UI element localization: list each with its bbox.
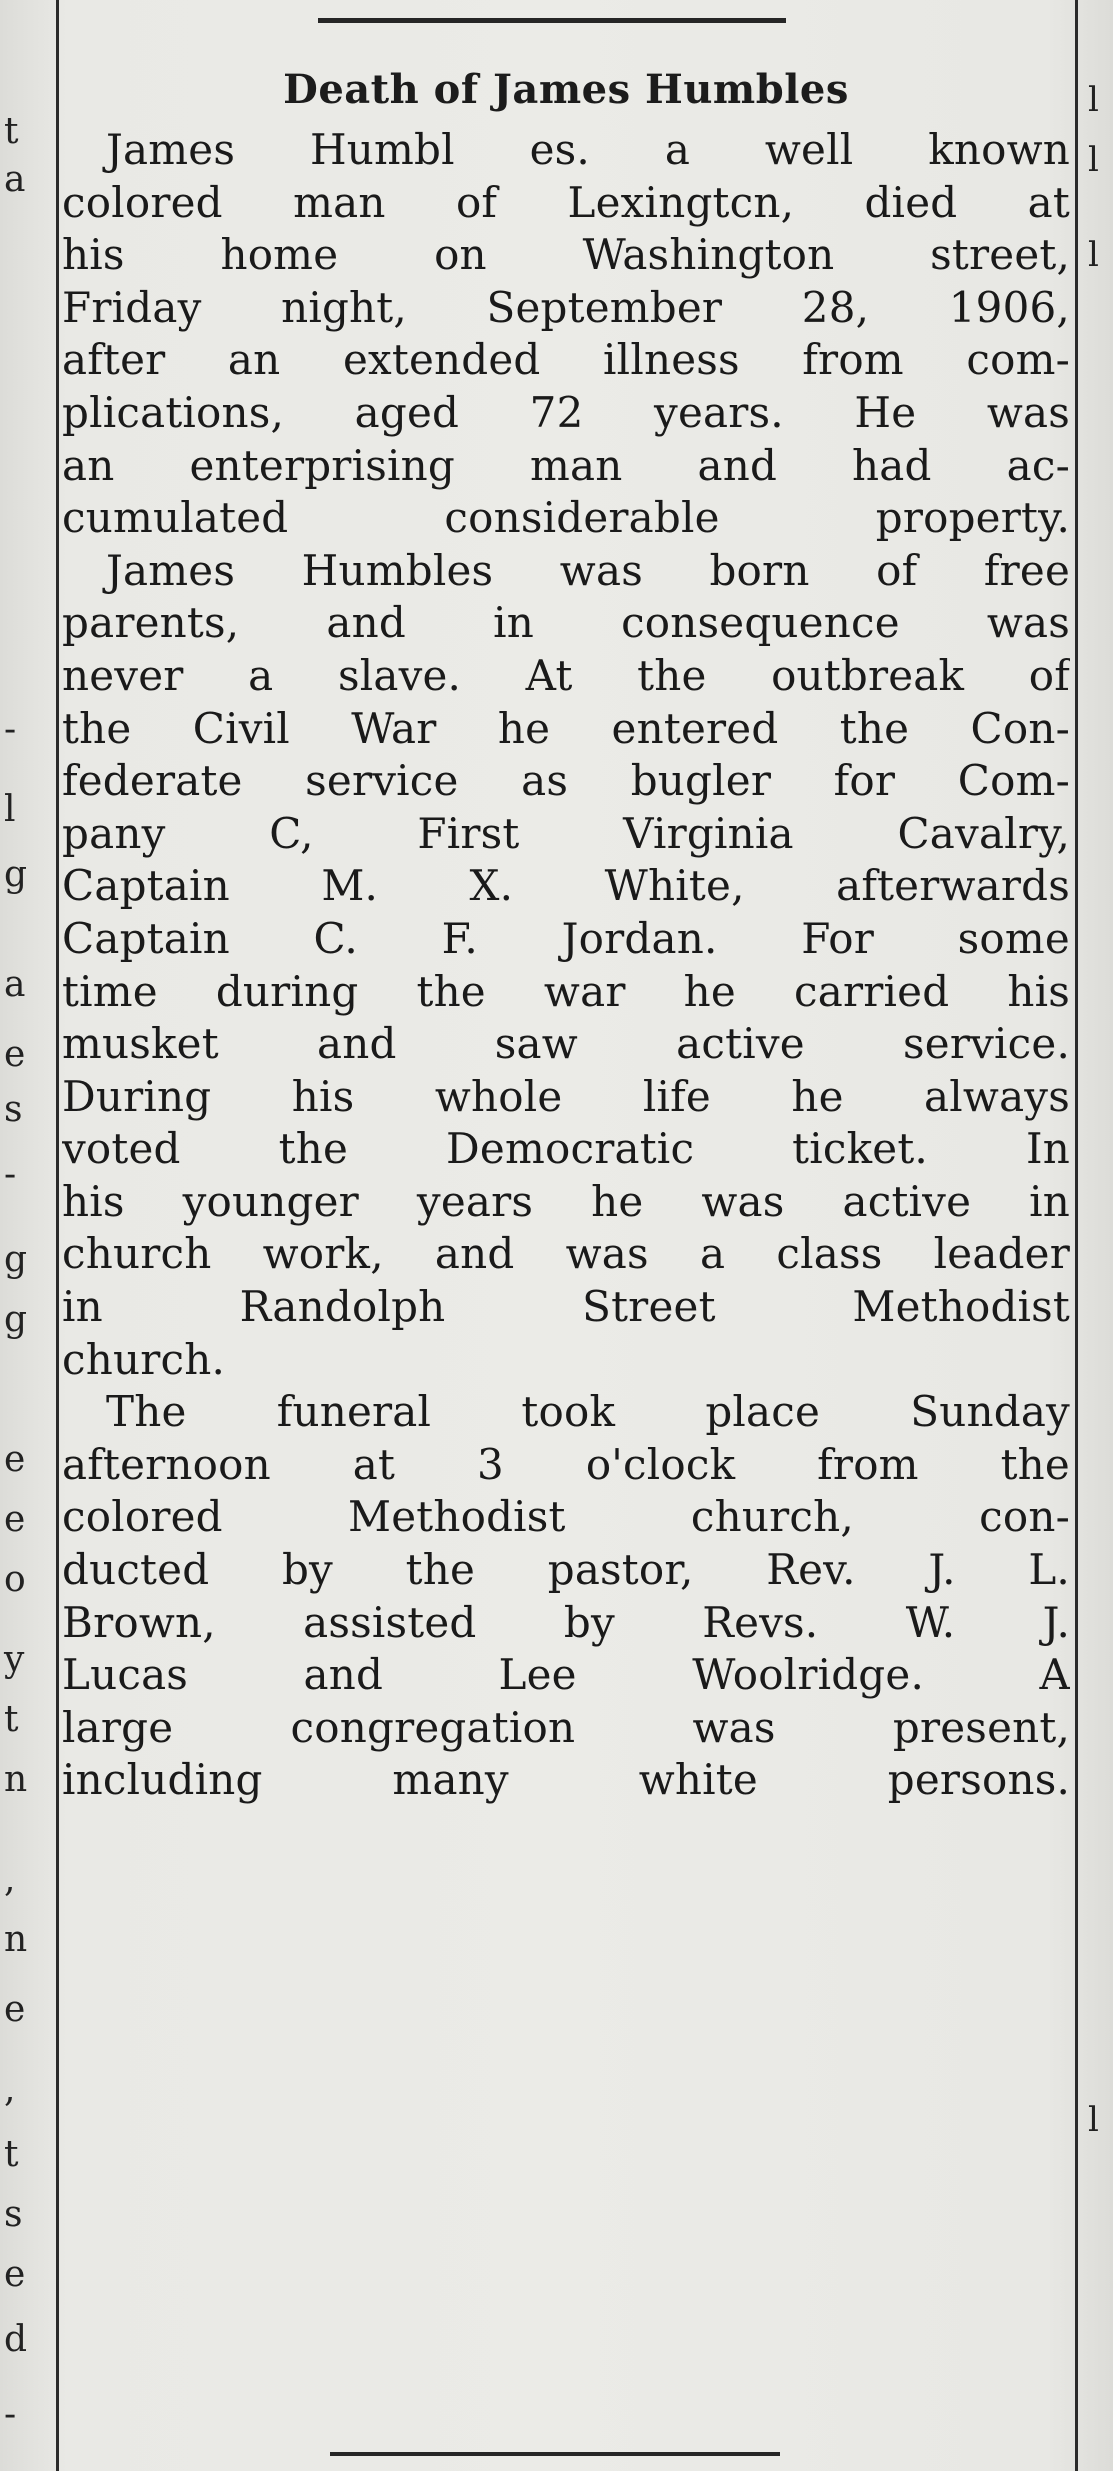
left-fragment: t [4, 2134, 19, 2175]
left-fragment: e [4, 2254, 26, 2295]
column-rule-left [56, 0, 59, 2471]
left-fragment: - [4, 2394, 17, 2435]
article-headline: Death of James Humbles [283, 66, 849, 113]
text-line: plications, aged 72 years. He was [62, 387, 1070, 437]
paragraph-2 [62, 545, 1070, 1387]
paragraph-3 [62, 1386, 1070, 1807]
adjacent-column-right [1086, 0, 1113, 2471]
text-line: The funeral took place Sunday [106, 1387, 1070, 1437]
left-fragment: , [4, 1859, 16, 1900]
text-line: after an extended illness from com- [62, 335, 1070, 385]
left-fragment: d [4, 2319, 28, 2360]
right-fragment: l [1088, 2100, 1099, 2140]
text-line: pany C, First Virginia Cavalry, [62, 808, 1070, 858]
article-bottom-rule [330, 2452, 780, 2456]
left-fragment: o [4, 1559, 26, 1600]
left-fragment: g [4, 1299, 28, 1340]
text-line: his home on Washington street, [62, 230, 1070, 280]
left-fragment: - [4, 1154, 17, 1195]
left-fragment: n [4, 1759, 28, 1800]
left-fragment: , [4, 2069, 16, 2110]
left-fragment: l [4, 789, 16, 830]
right-fragment: l [1088, 80, 1099, 120]
text-line: Lucas and Lee Woolridge. A [62, 1650, 1070, 1700]
article-top-rule [318, 18, 786, 23]
text-line: the Civil War he entered the Con- [62, 703, 1070, 753]
left-fragment: s [4, 1089, 23, 1130]
left-fragment: t [4, 1699, 19, 1740]
text-line: Captain C. F. Jordan. For some [62, 913, 1070, 963]
text-line: never a slave. At the outbreak of [62, 650, 1070, 700]
text-line: afternoon at 3 o'clock from the [62, 1439, 1070, 1489]
text-line: church. [62, 1334, 226, 1384]
text-line: musket and saw active service. [62, 1019, 1070, 1069]
text-line: voted the Democratic ticket. In [62, 1124, 1070, 1174]
text-line: his younger years he was active in [62, 1176, 1070, 1226]
text-line: parents, and in consequence was [62, 598, 1070, 648]
text-line: Brown, assisted by Revs. W. J. [62, 1597, 1070, 1647]
left-fragment: a [4, 159, 26, 200]
left-fragment: g [4, 1239, 28, 1280]
text-line: in Randolph Street Methodist [62, 1282, 1070, 1332]
text-line: colored Methodist church, con- [62, 1492, 1070, 1542]
adjacent-column-left [0, 0, 40, 2471]
right-fragment: l [1088, 140, 1099, 180]
obituary-article [62, 60, 1070, 1807]
text-line: James Humbl es. a well known [106, 125, 1070, 174]
column-rule-right [1075, 0, 1078, 2471]
left-fragment: s [4, 2194, 23, 2235]
left-fragment: e [4, 1439, 26, 1480]
text-line: colored man of Lexingtcn, died at [62, 177, 1070, 227]
text-line: Captain M. X. White, afterwards [62, 861, 1070, 911]
left-fragment: t [4, 111, 19, 152]
text-line: During his whole life he always [62, 1071, 1070, 1121]
left-fragment: y [4, 1639, 25, 1680]
text-line: ducted by the pastor, Rev. J. L. [62, 1545, 1070, 1595]
text-line: Friday night, September 28, 1906, [62, 282, 1070, 332]
left-fragment: - [4, 709, 17, 750]
left-fragment: e [4, 1989, 26, 2030]
left-fragment: a [4, 964, 26, 1005]
text-line: James Humbles was born of free [106, 545, 1070, 595]
paragraph-1 [62, 124, 1070, 545]
left-fragment: g [4, 854, 28, 895]
left-fragment: e [4, 1034, 26, 1075]
text-line: cumulated considerable property. [62, 493, 1070, 543]
text-line: large congregation was present, [62, 1702, 1070, 1752]
left-fragment: n [4, 1919, 28, 1960]
text-line: time during the war he carried his [62, 966, 1070, 1016]
left-fragment: e [4, 1499, 26, 1540]
right-fragment: l [1088, 235, 1099, 275]
text-line: federate service as bugler for Com- [62, 756, 1070, 806]
text-line: church work, and was a class leader [62, 1229, 1070, 1279]
text-line: including many white persons. [62, 1755, 1070, 1805]
text-line: an enterprising man and had ac- [62, 440, 1070, 490]
